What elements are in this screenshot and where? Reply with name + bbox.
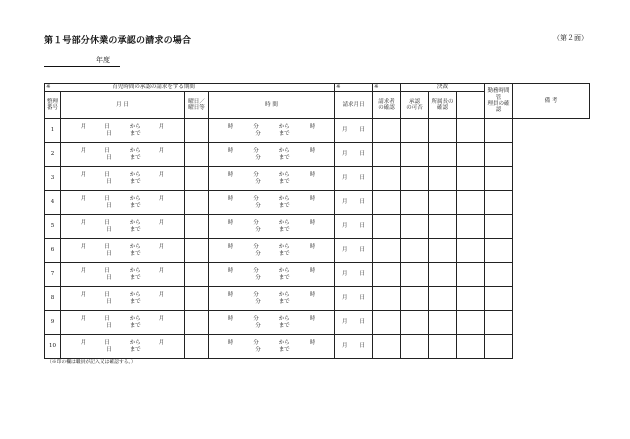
date-part-label: まで bbox=[129, 250, 141, 257]
time-part-label: まで bbox=[278, 274, 290, 281]
row-number: 2 bbox=[45, 143, 61, 167]
reviewer-mark: ※ bbox=[373, 84, 401, 92]
request-date-field[interactable] bbox=[335, 263, 373, 287]
approval-field[interactable] bbox=[401, 287, 429, 311]
date-part-label: から bbox=[129, 316, 141, 323]
time-part-label: 時 bbox=[227, 172, 234, 179]
time-part-label: 時 bbox=[227, 268, 234, 275]
date-range-field[interactable] bbox=[61, 239, 185, 263]
hours-manager-check-field[interactable] bbox=[457, 311, 485, 335]
time-part-label: 時 bbox=[227, 340, 234, 347]
date-part-label: 日 bbox=[106, 178, 112, 185]
time-range-field[interactable] bbox=[209, 119, 335, 143]
form-title: 第１号部分休業の承認の請求の場合 bbox=[44, 36, 192, 46]
date-range-field[interactable] bbox=[61, 119, 185, 143]
remarks-field[interactable] bbox=[485, 311, 513, 335]
reviewer-check-field[interactable] bbox=[373, 215, 401, 239]
date-part-label: 日 bbox=[104, 340, 110, 347]
request-date-part-label: 日 bbox=[359, 271, 366, 278]
date-part-label: 月 bbox=[158, 316, 165, 323]
time-part-label: 時 bbox=[227, 292, 234, 299]
reviewer-check-field[interactable] bbox=[373, 311, 401, 335]
date-part-label: 月 bbox=[80, 268, 87, 275]
head-check-field[interactable] bbox=[429, 191, 457, 215]
approval-field[interactable] bbox=[401, 239, 429, 263]
reviewer-check-field[interactable] bbox=[373, 167, 401, 191]
request-date-part-label: 月 bbox=[341, 343, 348, 350]
hours-manager-check-field[interactable] bbox=[457, 263, 485, 287]
time-range-field[interactable] bbox=[209, 215, 335, 239]
request-date-part-label: 月 bbox=[341, 127, 348, 134]
date-part-label: 日 bbox=[104, 124, 110, 131]
request-table bbox=[44, 83, 590, 359]
table-row bbox=[45, 335, 590, 359]
time-part-label: 時 bbox=[227, 316, 234, 323]
request-date-part-label: 日 bbox=[359, 247, 366, 254]
time-part-label: 時 bbox=[227, 148, 234, 155]
fiscal-year-label: 年度 bbox=[96, 56, 110, 64]
remarks-field[interactable] bbox=[485, 191, 513, 215]
time-part-label: から bbox=[278, 220, 290, 227]
request-date-part-label: 日 bbox=[359, 343, 366, 350]
table-row bbox=[45, 119, 590, 143]
request-date-part-label: 日 bbox=[359, 319, 366, 326]
time-part-label: 分 bbox=[255, 154, 261, 161]
time-part-label: 分 bbox=[253, 340, 259, 347]
time-part-label: まで bbox=[278, 322, 290, 329]
request-date-field[interactable] bbox=[335, 335, 373, 359]
row-number: 1 bbox=[45, 119, 61, 143]
request-date-part-label: 日 bbox=[359, 223, 366, 230]
reviewer-check-field[interactable] bbox=[373, 119, 401, 143]
time-part-label: から bbox=[278, 316, 290, 323]
time-part-label: 分 bbox=[253, 316, 259, 323]
time-part-label: まで bbox=[278, 226, 290, 233]
remarks-field[interactable] bbox=[485, 119, 513, 143]
date-part-label: 日 bbox=[106, 322, 112, 329]
time-part-label: 分 bbox=[255, 346, 261, 353]
reviewer-check-field[interactable] bbox=[373, 335, 401, 359]
date-range-field[interactable] bbox=[61, 311, 185, 335]
time-part-label: 分 bbox=[253, 196, 259, 203]
request-date-part-label: 月 bbox=[341, 247, 348, 254]
date-part-label: 日 bbox=[104, 148, 110, 155]
remarks-field[interactable] bbox=[485, 263, 513, 287]
dow-field[interactable] bbox=[185, 143, 209, 167]
request-date-part-label: 月 bbox=[341, 295, 348, 302]
remarks-field[interactable] bbox=[485, 287, 513, 311]
time-part-label: 分 bbox=[253, 124, 259, 131]
date-range-field[interactable] bbox=[61, 287, 185, 311]
approval-field[interactable] bbox=[401, 119, 429, 143]
date-part-label: まで bbox=[129, 322, 141, 329]
hours-manager-check-field[interactable] bbox=[457, 191, 485, 215]
decision-group-header: 決裁 bbox=[401, 84, 485, 92]
page-label: （第２面） bbox=[553, 34, 588, 42]
time-part-label: まで bbox=[278, 250, 290, 257]
table-row bbox=[45, 263, 590, 287]
date-part-label: 日 bbox=[106, 202, 112, 209]
time-part-label: 分 bbox=[255, 274, 261, 281]
date-range-field[interactable] bbox=[61, 263, 185, 287]
head-check-field[interactable] bbox=[429, 239, 457, 263]
dow-field[interactable] bbox=[185, 287, 209, 311]
time-range-field[interactable] bbox=[209, 191, 335, 215]
date-part-label: まで bbox=[129, 130, 141, 137]
reviewer-check-field[interactable] bbox=[373, 143, 401, 167]
request-date-field[interactable] bbox=[335, 167, 373, 191]
table-row bbox=[45, 311, 590, 335]
footnote: （※印の欄は職員が記入又は確認する。） bbox=[47, 360, 136, 365]
date-part-label: まで bbox=[129, 346, 141, 353]
row-number: 7 bbox=[45, 263, 61, 287]
remarks-field[interactable] bbox=[485, 239, 513, 263]
col-time: 時 間 bbox=[209, 92, 335, 119]
request-date-mark: ※ bbox=[335, 84, 373, 92]
time-part-label: まで bbox=[278, 346, 290, 353]
col-date: 月 日 bbox=[61, 92, 185, 119]
time-part-label: から bbox=[278, 148, 290, 155]
request-date-part-label: 月 bbox=[341, 223, 348, 230]
request-date-field[interactable] bbox=[335, 239, 373, 263]
request-date-part-label: 月 bbox=[341, 199, 348, 206]
date-part-label: から bbox=[129, 268, 141, 275]
row-number: 6 bbox=[45, 239, 61, 263]
period-group-label: 育児時間の承認の請求をする期間 bbox=[112, 84, 195, 91]
head-check-field[interactable] bbox=[429, 287, 457, 311]
time-part-label: 分 bbox=[255, 130, 261, 137]
head-check-field[interactable] bbox=[429, 119, 457, 143]
time-part-label: まで bbox=[278, 202, 290, 209]
reviewer-check-field[interactable] bbox=[373, 263, 401, 287]
time-part-label: 時 bbox=[309, 220, 316, 227]
remarks-field[interactable] bbox=[485, 215, 513, 239]
head-check-field[interactable] bbox=[429, 335, 457, 359]
date-range-field[interactable] bbox=[61, 191, 185, 215]
date-part-label: 月 bbox=[158, 172, 165, 179]
date-part-label: 日 bbox=[104, 220, 110, 227]
date-part-label: 日 bbox=[104, 196, 110, 203]
date-part-label: から bbox=[129, 124, 141, 131]
time-part-label: 分 bbox=[253, 220, 259, 227]
request-date-part-label: 月 bbox=[341, 271, 348, 278]
row-number: 5 bbox=[45, 215, 61, 239]
date-part-label: 日 bbox=[106, 274, 112, 281]
head-check-field[interactable] bbox=[429, 215, 457, 239]
request-date-part-label: 日 bbox=[359, 175, 366, 182]
head-check-field[interactable] bbox=[429, 263, 457, 287]
time-range-field[interactable] bbox=[209, 143, 335, 167]
time-range-field[interactable] bbox=[209, 335, 335, 359]
approval-field[interactable] bbox=[401, 311, 429, 335]
time-part-label: 分 bbox=[255, 322, 261, 329]
reviewer-check-field[interactable] bbox=[373, 191, 401, 215]
dow-field[interactable] bbox=[185, 263, 209, 287]
remarks-field[interactable] bbox=[485, 335, 513, 359]
date-part-label: 月 bbox=[80, 172, 87, 179]
date-part-label: 日 bbox=[106, 130, 112, 137]
date-part-label: 月 bbox=[80, 124, 87, 131]
table-row bbox=[45, 215, 590, 239]
request-date-part-label: 日 bbox=[359, 199, 366, 206]
col-head: 所属長の 確認 bbox=[429, 92, 457, 119]
time-part-label: 時 bbox=[227, 196, 234, 203]
request-date-part-label: 月 bbox=[341, 175, 348, 182]
table-row bbox=[45, 287, 590, 311]
date-part-label: 日 bbox=[106, 154, 112, 161]
time-part-label: 時 bbox=[309, 340, 316, 347]
date-range-field[interactable] bbox=[61, 143, 185, 167]
dow-field[interactable] bbox=[185, 191, 209, 215]
row-number: 8 bbox=[45, 287, 61, 311]
remarks-field[interactable] bbox=[485, 143, 513, 167]
dow-field[interactable] bbox=[185, 335, 209, 359]
col-no: 整理 番号 bbox=[45, 92, 61, 119]
date-part-label: 月 bbox=[158, 244, 165, 251]
time-part-label: 時 bbox=[309, 292, 316, 299]
date-part-label: 日 bbox=[104, 316, 110, 323]
date-part-label: 月 bbox=[80, 220, 87, 227]
remarks-field[interactable] bbox=[485, 167, 513, 191]
hours-manager-check-field[interactable] bbox=[457, 167, 485, 191]
request-date-field[interactable] bbox=[335, 311, 373, 335]
time-part-label: 分 bbox=[253, 148, 259, 155]
date-part-label: 月 bbox=[80, 340, 87, 347]
hours-manager-check-field[interactable] bbox=[457, 119, 485, 143]
col-reviewer: 請求者 の確認 bbox=[373, 92, 401, 119]
date-part-label: 日 bbox=[104, 292, 110, 299]
time-part-label: まで bbox=[278, 130, 290, 137]
approval-field[interactable] bbox=[401, 215, 429, 239]
time-part-label: 時 bbox=[309, 316, 316, 323]
time-part-label: から bbox=[278, 292, 290, 299]
table-row bbox=[45, 143, 590, 167]
reviewer-check-field[interactable] bbox=[373, 287, 401, 311]
date-part-label: 月 bbox=[158, 292, 165, 299]
hours-manager-check-field[interactable] bbox=[457, 215, 485, 239]
table-row bbox=[45, 239, 590, 263]
row-number: 9 bbox=[45, 311, 61, 335]
time-part-label: まで bbox=[278, 298, 290, 305]
row-number: 10 bbox=[45, 335, 61, 359]
time-part-label: 時 bbox=[227, 220, 234, 227]
time-range-field[interactable] bbox=[209, 167, 335, 191]
approval-field[interactable] bbox=[401, 335, 429, 359]
col-hours-manager: 勤務時間管 理員の確認 bbox=[485, 84, 513, 119]
date-part-label: 月 bbox=[158, 268, 165, 275]
date-part-label: 月 bbox=[80, 316, 87, 323]
dow-field[interactable] bbox=[185, 167, 209, 191]
time-part-label: 時 bbox=[309, 268, 316, 275]
time-range-field[interactable] bbox=[209, 287, 335, 311]
row-number: 4 bbox=[45, 191, 61, 215]
date-part-label: 月 bbox=[158, 220, 165, 227]
col-request-date: 請求月日 bbox=[335, 92, 373, 119]
request-date-field[interactable] bbox=[335, 143, 373, 167]
date-part-label: 月 bbox=[158, 340, 165, 347]
time-part-label: 分 bbox=[255, 250, 261, 257]
time-range-field[interactable] bbox=[209, 239, 335, 263]
time-part-label: から bbox=[278, 196, 290, 203]
time-part-label: から bbox=[278, 244, 290, 251]
date-part-label: 日 bbox=[104, 172, 110, 179]
dow-field[interactable] bbox=[185, 239, 209, 263]
date-part-label: から bbox=[129, 172, 141, 179]
time-part-label: 時 bbox=[309, 124, 316, 131]
approval-field[interactable] bbox=[401, 263, 429, 287]
date-part-label: から bbox=[129, 220, 141, 227]
date-part-label: 月 bbox=[158, 196, 165, 203]
time-part-label: から bbox=[278, 268, 290, 275]
time-part-label: 時 bbox=[227, 124, 234, 131]
date-part-label: から bbox=[129, 292, 141, 299]
head-check-field[interactable] bbox=[429, 311, 457, 335]
row-number: 3 bbox=[45, 167, 61, 191]
date-part-label: から bbox=[129, 244, 141, 251]
date-part-label: まで bbox=[129, 274, 141, 281]
time-part-label: 時 bbox=[227, 244, 234, 251]
time-part-label: から bbox=[278, 172, 290, 179]
date-part-label: 月 bbox=[158, 148, 165, 155]
date-part-label: まで bbox=[129, 154, 141, 161]
hours-manager-check-field[interactable] bbox=[457, 335, 485, 359]
head-check-field[interactable] bbox=[429, 143, 457, 167]
hours-manager-check-field[interactable] bbox=[457, 143, 485, 167]
head-check-field[interactable] bbox=[429, 167, 457, 191]
date-part-label: まで bbox=[129, 226, 141, 233]
request-date-part-label: 日 bbox=[359, 151, 366, 158]
date-range-field[interactable] bbox=[61, 335, 185, 359]
approval-field[interactable] bbox=[401, 143, 429, 167]
time-part-label: 分 bbox=[255, 298, 261, 305]
time-part-label: 分 bbox=[253, 172, 259, 179]
date-range-field[interactable] bbox=[61, 215, 185, 239]
reviewer-check-field[interactable] bbox=[373, 239, 401, 263]
approval-field[interactable] bbox=[401, 167, 429, 191]
date-part-label: 月 bbox=[80, 292, 87, 299]
date-part-label: から bbox=[129, 340, 141, 347]
date-part-label: まで bbox=[129, 298, 141, 305]
time-part-label: 時 bbox=[309, 172, 316, 179]
date-part-label: 日 bbox=[106, 346, 112, 353]
time-part-label: 時 bbox=[309, 148, 316, 155]
request-date-part-label: 日 bbox=[359, 127, 366, 134]
dow-field[interactable] bbox=[185, 215, 209, 239]
date-part-label: 日 bbox=[106, 250, 112, 257]
time-part-label: 時 bbox=[309, 244, 316, 251]
date-part-label: 日 bbox=[106, 298, 112, 305]
time-part-label: 分 bbox=[255, 178, 261, 185]
date-part-label: 日 bbox=[106, 226, 112, 233]
date-part-label: 日 bbox=[104, 268, 110, 275]
fiscal-year-underline bbox=[44, 66, 120, 67]
date-part-label: まで bbox=[129, 202, 141, 209]
hours-manager-check-field[interactable] bbox=[457, 239, 485, 263]
table-row bbox=[45, 191, 590, 215]
table-row bbox=[45, 167, 590, 191]
date-part-label: 月 bbox=[158, 124, 165, 131]
col-remarks: 備 考 bbox=[513, 84, 590, 119]
date-part-label: から bbox=[129, 148, 141, 155]
date-part-label: 月 bbox=[80, 148, 87, 155]
request-date-part-label: 月 bbox=[341, 319, 348, 326]
time-part-label: 分 bbox=[253, 292, 259, 299]
time-part-label: まで bbox=[278, 154, 290, 161]
time-part-label: 分 bbox=[255, 202, 261, 209]
time-part-label: から bbox=[278, 124, 290, 131]
time-part-label: 時 bbox=[309, 196, 316, 203]
time-part-label: 分 bbox=[253, 244, 259, 251]
time-part-label: 分 bbox=[255, 226, 261, 233]
time-part-label: 分 bbox=[253, 268, 259, 275]
approval-field[interactable] bbox=[401, 191, 429, 215]
date-part-label: 月 bbox=[80, 196, 87, 203]
date-part-label: 日 bbox=[104, 244, 110, 251]
date-range-field[interactable] bbox=[61, 167, 185, 191]
col-approval: 承認 の可否 bbox=[401, 92, 429, 119]
date-part-label: 月 bbox=[80, 244, 87, 251]
period-group-header bbox=[45, 84, 335, 92]
dow-field[interactable] bbox=[185, 311, 209, 335]
date-part-label: まで bbox=[129, 178, 141, 185]
time-part-label: から bbox=[278, 340, 290, 347]
request-date-part-label: 月 bbox=[341, 151, 348, 158]
hours-manager-check-field[interactable] bbox=[457, 287, 485, 311]
time-range-field[interactable] bbox=[209, 311, 335, 335]
request-date-field[interactable] bbox=[335, 191, 373, 215]
request-date-field[interactable] bbox=[335, 287, 373, 311]
date-part-label: から bbox=[129, 196, 141, 203]
col-dow: 曜日／ 曜日等 bbox=[185, 92, 209, 119]
dow-field[interactable] bbox=[185, 119, 209, 143]
time-range-field[interactable] bbox=[209, 263, 335, 287]
request-date-field[interactable] bbox=[335, 119, 373, 143]
request-date-part-label: 日 bbox=[359, 295, 366, 302]
mark-symbol: ※ bbox=[46, 84, 51, 91]
time-part-label: まで bbox=[278, 178, 290, 185]
request-date-field[interactable] bbox=[335, 215, 373, 239]
